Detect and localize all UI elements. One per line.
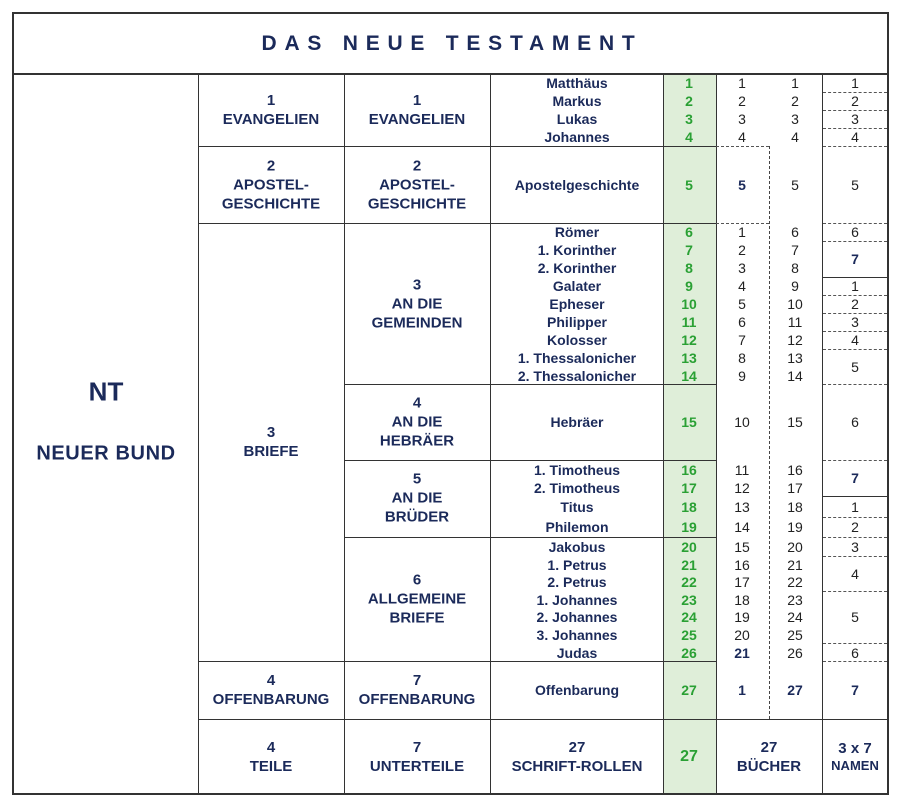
nt-abbreviation: NT [88,376,124,407]
scroll-number-6: 6 [685,224,693,240]
teil-2-name: APOSTEL- GESCHICHTE [221,176,321,213]
unterteil-5-number: 5 [412,470,422,488]
outer-frame-bottom [12,793,889,795]
scroll-number-11: 11 [681,314,697,330]
footer-unterteile-label: UNTERTEILE [369,758,465,775]
book-name-23: 1. Johannes [536,592,618,608]
count-b-25: 25 [787,627,803,643]
count-a-25: 20 [734,627,750,643]
count-a-13: 8 [738,350,746,366]
unterteil-1-number: 1 [412,92,422,109]
book-name-26: Judas [556,645,598,661]
scroll-number-8: 8 [685,260,693,276]
teil-4-name: OFFENBARUNG [212,691,330,708]
footer-rollen-number: 27 [568,739,586,756]
unterteil-4-name: AN DIE HEBRÄER [379,413,455,450]
count-a-8: 3 [738,260,746,276]
nt-name: NEUER BUND [36,442,176,465]
unterteil-3 [372,276,463,333]
name-count-7: 7 [851,251,859,267]
count-b-22: 22 [787,574,803,590]
col-line-5 [716,74,717,794]
name-count-14: 7 [851,470,859,486]
name-count-5: 5 [851,177,859,193]
unterteil-6 [368,571,466,628]
scroll-number-27: 27 [681,682,697,698]
name-count-17: 3 [851,539,859,555]
book-name-16: 1. Timotheus [533,462,621,478]
scroll-number-22: 22 [681,574,697,590]
title-separator [12,73,889,75]
count-a-24: 19 [734,609,750,625]
count-b-3: 3 [791,111,799,127]
book-name-18: Titus [560,499,594,515]
book-name-27: Offenbarung [535,682,619,698]
scroll-number-25: 25 [681,627,697,643]
name-count-6: 6 [851,224,859,240]
name-count-8: 1 [851,278,859,294]
col-line-1 [198,74,199,794]
col-line-4 [663,74,664,794]
book-name-13: 1. Thessalonicher [517,350,637,366]
count-a-27: 1 [738,682,746,698]
count-b-27: 27 [787,682,803,698]
book-name-25: 3. Johannes [536,627,618,643]
footer-teile-number: 4 [266,739,276,756]
footer-teile [250,738,293,776]
namen-dash-11 [823,384,887,385]
count-a-2: 2 [738,93,746,109]
book-name-7: 1. Korinther [537,242,617,258]
namen-dash-16 [823,591,887,592]
count-b-4: 4 [791,129,799,145]
page-title: DAS NEUE TESTAMENT [261,32,643,55]
c1-dash-a [716,146,769,147]
count-a-15: 10 [734,414,750,430]
scroll-number-10: 10 [681,296,697,312]
unterteil-6-name: ALLGEMEINE BRIEFE [367,590,467,627]
unterteil-line-f [344,661,716,662]
name-count-19: 5 [851,609,859,625]
count-a-1: 1 [738,75,746,91]
scroll-number-16: 16 [681,462,697,478]
book-name-4: Johannes [544,129,610,145]
count-b-7: 7 [791,242,799,258]
footer-namen [831,740,879,774]
count-b-17: 17 [787,480,803,496]
scroll-number-18: 18 [681,499,697,515]
count-a-14: 9 [738,368,746,384]
scroll-number-15: 15 [681,414,697,430]
book-name-24: 2. Johannes [536,609,618,625]
count-b-23: 23 [787,592,803,608]
scroll-number-20: 20 [681,539,697,555]
name-count-1: 1 [851,75,859,91]
book-name-20: Jakobus [548,539,606,555]
count-a-11: 6 [738,314,746,330]
col-line-2 [344,74,345,794]
teil-4 [213,671,330,709]
teil-1-name: EVANGELIEN [222,111,320,128]
scroll-number-9: 9 [685,278,693,294]
scroll-number-2: 2 [685,93,693,109]
unterteil-4-number: 4 [412,394,422,412]
namen-dash-6 [823,241,887,242]
name-count-9: 2 [851,296,859,312]
col-line-3 [490,74,491,794]
unterteil-line-b [344,223,716,224]
scroll-number-17: 17 [681,480,697,496]
footer-rollen [512,738,643,776]
unterteil-1 [369,91,465,129]
name-count-3: 3 [851,111,859,127]
book-name-6: Römer [554,224,600,240]
book-name-17: 2. Timotheus [533,480,621,496]
teile-line-c [198,661,344,662]
count-b-9: 9 [791,278,799,294]
count-b-14: 14 [787,368,803,384]
footer-buecher-number: 27 [760,739,778,756]
count-b-10: 10 [787,296,803,312]
scroll-number-7: 7 [685,242,693,258]
count-b-19: 19 [787,519,803,535]
footer-teile-label: TEILE [249,758,293,775]
count-b-15: 15 [787,414,803,430]
footer-namen-number: 3 x 7 [838,740,872,757]
name-count-10: 3 [851,314,859,330]
count-b-13: 13 [787,350,803,366]
count-b-5: 5 [791,177,799,193]
unterteil-6-number: 6 [412,571,422,589]
unterteil-4 [380,394,454,451]
name-count-20: 6 [851,645,859,661]
count-a-20: 15 [734,539,750,555]
teile-line-a [198,146,344,147]
book-name-21: 1. Petrus [547,557,607,573]
name-count-4: 4 [851,129,859,145]
count-a-16: 11 [734,462,750,478]
scroll-number-12: 12 [681,332,697,348]
unterteil-2-name: APOSTEL- GESCHICHTE [367,176,467,213]
unterteil-7-name: OFFENBARUNG [358,691,476,708]
scroll-number-26: 26 [681,645,697,661]
count-b-1: 1 [791,75,799,91]
unterteil-5 [385,470,449,527]
unterteil-7 [359,671,476,709]
scroll-number-19: 19 [681,519,697,535]
col-dashed-1 [769,146,770,719]
namen-dash-17 [823,643,887,644]
namen-dash-13 [823,517,887,518]
book-name-12: Kolosser [547,332,607,348]
name-count-12: 5 [851,359,859,375]
footer-unterteile [370,738,464,776]
teile-line-b [198,223,344,224]
count-b-8: 8 [791,260,799,276]
teil-2 [222,157,320,214]
teil-1 [223,91,319,129]
count-b-21: 21 [787,557,803,573]
count-a-4: 4 [738,129,746,145]
count-b-20: 20 [787,539,803,555]
count-a-26: 21 [734,645,750,661]
book-name-14: 2. Thessalonicher [517,368,637,384]
count-a-5: 5 [738,177,746,193]
count-a-19: 14 [734,519,750,535]
book-name-3: Lukas [556,111,598,127]
book-name-15: Hebräer [550,414,604,430]
count-a-17: 12 [734,480,750,496]
unterteil-2 [368,157,466,214]
teil-3-number: 3 [266,424,276,441]
count-b-24: 24 [787,609,803,625]
footer-buecher-label: BÜCHER [736,758,802,775]
book-name-1: Matthäus [546,75,608,91]
name-count-21: 7 [851,682,859,698]
name-count-18: 4 [851,566,859,582]
footer-unterteile-number: 7 [412,739,422,756]
footer-buecher [737,738,801,776]
namen-dash-10 [823,349,887,350]
scroll-number-3: 3 [685,111,693,127]
book-name-8: 2. Korinther [537,260,617,276]
unterteil-3-number: 3 [412,276,422,294]
scroll-number-1: 1 [685,75,693,91]
count-a-22: 17 [734,574,750,590]
count-a-10: 5 [738,296,746,312]
outer-frame-top [12,12,889,14]
count-a-21: 16 [734,557,750,573]
book-name-11: Philipper [547,314,607,330]
namen-dash-15 [823,556,887,557]
count-b-11: 11 [787,314,803,330]
namen-dash-4 [823,146,887,147]
book-name-22: 2. Petrus [547,574,607,590]
outer-frame-left [12,12,14,795]
book-name-10: Epheser [549,296,605,312]
footer-separator [198,719,889,720]
scroll-number-13: 13 [681,350,697,366]
footer-namen-label: NAMEN [831,758,879,773]
outer-frame-right [887,12,889,795]
col-line-6 [822,74,823,794]
count-a-3: 3 [738,111,746,127]
name-count-13: 6 [851,414,859,430]
count-a-18: 13 [734,499,750,515]
name-count-11: 4 [851,332,859,348]
count-a-12: 7 [738,332,746,348]
unterteil-line-e [344,537,716,538]
scroll-number-23: 23 [681,592,697,608]
unterteil-line-d [344,460,716,461]
unterteil-1-name: EVANGELIEN [368,111,466,128]
teil-1-number: 1 [266,92,276,109]
namen-dash-18 [823,661,887,662]
name-count-16: 2 [851,519,859,535]
unterteil-5-name: AN DIE BRÜDER [384,489,450,526]
namen-solid-2 [823,496,887,497]
teil-2-number: 2 [266,157,276,175]
namen-dash-14 [823,537,887,538]
count-a-9: 4 [738,278,746,294]
scroll-number-4: 4 [685,129,693,145]
name-count-2: 2 [851,93,859,109]
scroll-number-5: 5 [685,177,693,193]
unterteil-line-c [344,384,716,385]
namen-dash-12 [823,460,887,461]
count-a-7: 2 [738,242,746,258]
count-b-2: 2 [791,93,799,109]
name-count-15: 1 [851,499,859,515]
count-a-6: 1 [738,224,746,240]
unterteil-7-number: 7 [412,672,422,689]
scroll-number-21: 21 [681,557,697,573]
teil-3-name: BRIEFE [243,443,299,460]
count-b-18: 18 [787,499,803,515]
count-b-6: 6 [791,224,799,240]
count-b-16: 16 [787,462,803,478]
scroll-number-24: 24 [681,609,697,625]
book-name-5: Apostelgeschichte [514,177,640,193]
footer-rollen-label: SCHRIFT-ROLLEN [511,758,643,775]
unterteil-3-name: AN DIE GEMEINDEN [371,295,463,332]
book-name-2: Markus [552,93,602,109]
book-name-19: Philemon [545,519,609,535]
teil-3 [243,423,298,461]
count-a-23: 18 [734,592,750,608]
unterteil-2-number: 2 [412,157,422,175]
count-b-12: 12 [787,332,803,348]
book-name-9: Galater [552,278,602,294]
scroll-number-14: 14 [681,368,697,384]
count-b-26: 26 [787,645,803,661]
teil-4-number: 4 [266,672,276,689]
unterteil-line-a [344,146,716,147]
footer-rollen-total: 27 [680,748,698,765]
